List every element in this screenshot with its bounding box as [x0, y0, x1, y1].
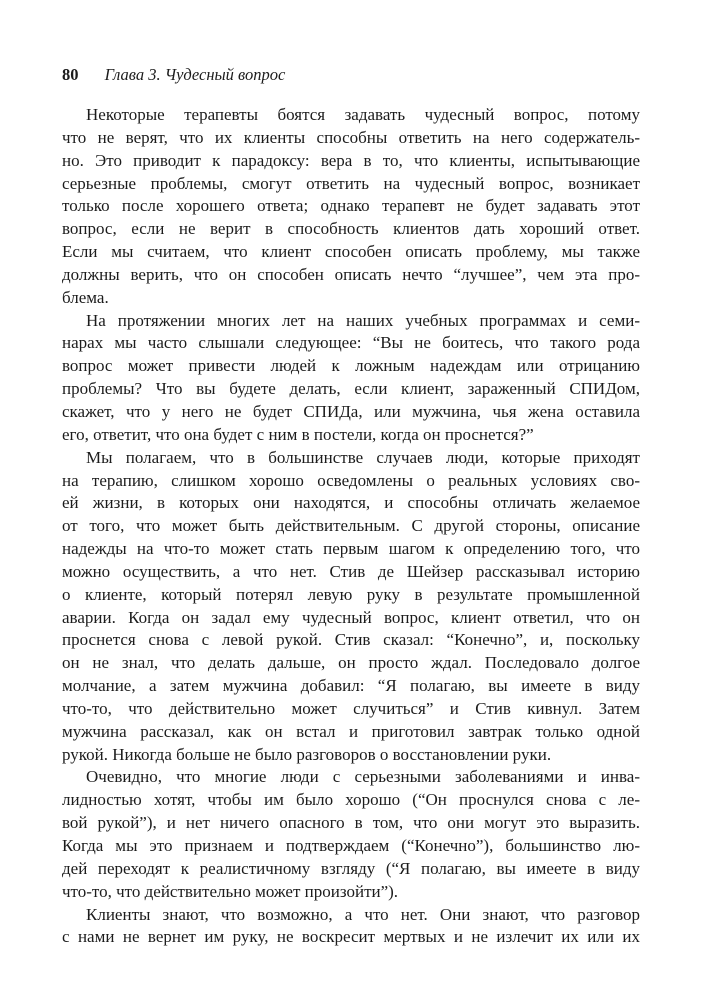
- text-line: на терапию, слишком хорошо осведомлены о реальных условиях сво-: [62, 470, 640, 490]
- text-line: проблемы? Что вы будете делать, если клиент, зараженный СПИДом,: [62, 379, 640, 399]
- text-line: Некоторые терапевты боятся задавать чудесный вопрос, потому: [86, 105, 640, 124]
- text-line: молчание, а затем мужчина добавил: “Я полагаю, вы имеете в виду: [62, 676, 640, 696]
- text-line: Мы полагаем, что в большинстве случаев люди, которые приходят: [86, 447, 640, 467]
- paragraph: [62, 104, 640, 310]
- text-line: ей жизни, в которых они находятся, и способны отличать желаемое: [62, 493, 640, 513]
- text-line: дей переходят к реалистичному взгляду (“Я полагаю, вы имеете в виду: [62, 858, 640, 878]
- chapter-title: Глава 3. Чудесный вопрос: [104, 65, 286, 84]
- text-line: нарах мы часто слышали следующее: “Вы не боитесь, что такого рода: [62, 333, 640, 353]
- page-number: 80: [62, 65, 79, 84]
- text-line: мужчина рассказал, как он встал и приготовил завтрак только одной: [62, 721, 640, 741]
- text-line: проснется снова с левой рукой. Стив сказал: “Конечно”, и, поскольку: [62, 630, 640, 650]
- text-line: должны верить, что он способен описать нечто “лучшее”, чем эта про-: [62, 264, 640, 284]
- text-line: вой рукой”), и нет ничего опасного в том, что они могут это выразить.: [62, 813, 640, 833]
- text-line: что не верят, что их клиенты способны ответить на него содержатель-: [62, 127, 640, 147]
- text-line: он не знал, что делать дальше, он просто ждал. Последовало долгое: [62, 653, 640, 673]
- text-line: его, ответит, что она будет с ним в постели, когда он проснется?”: [62, 424, 534, 444]
- text-line: только после хорошего ответа; однако терапевт не будет задавать этот: [62, 196, 640, 216]
- paragraph: [62, 904, 640, 950]
- text-line: вопрос, если не верит в способность клиентов дать хороший ответ.: [62, 219, 640, 239]
- text-line: о клиенте, который потерял левую руку в результате промышленной: [62, 584, 640, 604]
- paragraph: [62, 310, 640, 447]
- body-text: [62, 104, 640, 949]
- text-line: Когда мы это признаем и подтверждаем (“Конечно”), большинство лю-: [62, 836, 640, 855]
- text-line: серьезные проблемы, смогут ответить на чудесный вопрос, возникает: [62, 173, 640, 193]
- text-line: можно осуществить, а что нет. Стив де Шейзер рассказывал историю: [62, 561, 640, 581]
- text-line: вопрос может привести людей к ложным надеждам или отрицанию: [62, 356, 640, 376]
- text-line: скажет, что у него не будет СПИДа, или мужчина, чья жена оставила: [62, 401, 640, 421]
- text-line: рукой. Никогда больше не было разговоров о восстановлении руки.: [62, 744, 552, 764]
- paragraph: [62, 766, 640, 903]
- text-line: с нами не вернет им руку, не воскресит мертвых и не излечит их или их: [62, 927, 640, 947]
- running-head: [62, 64, 285, 86]
- text-line: лидностью хотят, чтобы им было хорошо (“Он проснулся снова с ле-: [62, 790, 640, 810]
- text-line: Клиенты знают, что возможно, а что нет. Они знают, что разговор: [86, 904, 640, 924]
- text-line: Очевидно, что многие люди с серьезными заболеваниями и инва-: [86, 767, 640, 787]
- text-line: от того, что может быть действительным. С другой стороны, описание: [62, 516, 640, 536]
- text-line: что-то, что действительно может произойти”).: [62, 881, 399, 901]
- text-line: блема.: [62, 287, 109, 307]
- text-line: На протяжении многих лет на наших учебных программах и семи-: [86, 310, 640, 330]
- text-line: что-то, что действительно может случиться” и Стив кивнул. Затем: [62, 698, 640, 718]
- text-line: надежды на что-то может стать первым шагом к определению того, что: [62, 539, 640, 559]
- text-line: аварии. Когда он задал ему чудесный вопрос, клиент ответил, что он: [62, 607, 640, 627]
- paragraph: [62, 447, 640, 767]
- text-line: но. Это приводит к парадоксу: вера в то, что клиенты, испытывающие: [62, 150, 640, 170]
- text-line: Если мы считаем, что клиент способен описать проблему, мы также: [62, 242, 640, 262]
